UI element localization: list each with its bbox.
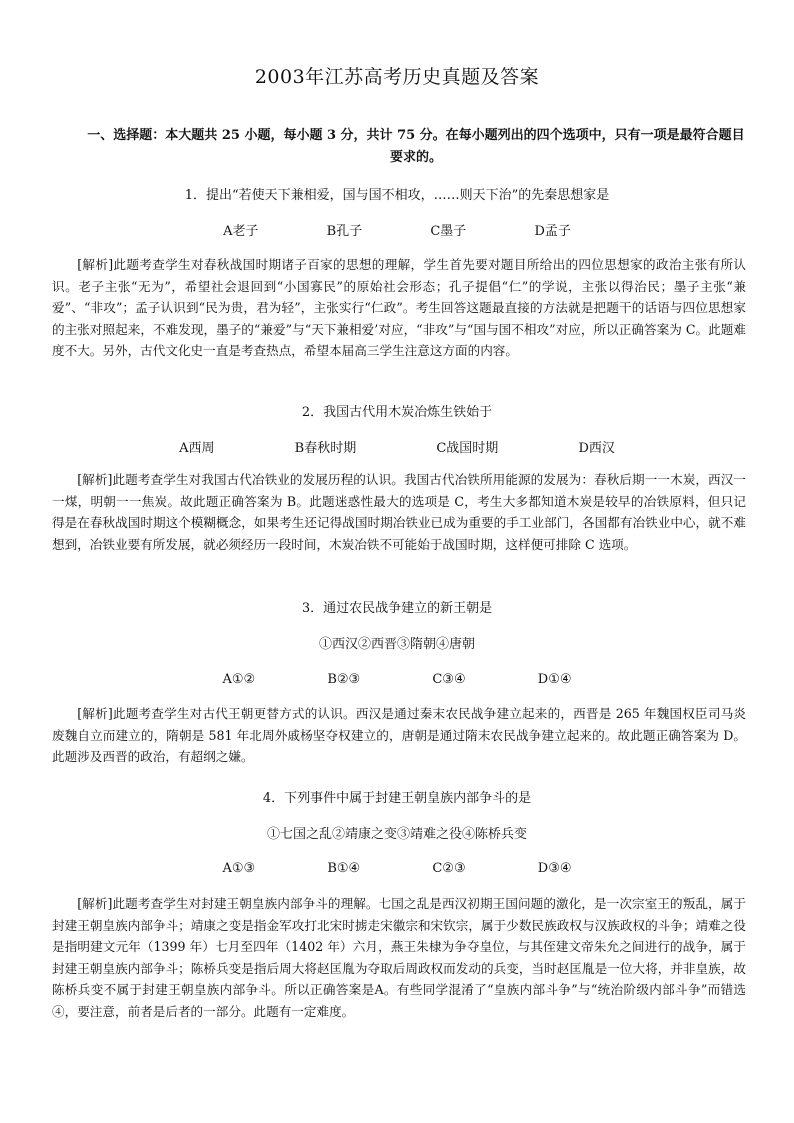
option-d: D③④	[537, 861, 572, 876]
question-2-options	[0, 437, 794, 456]
option-a: A西周	[179, 441, 215, 456]
analysis-text: [解析]此题考查学生对春秋战国时期诸子百家的思想的理解，学生首先要对题目所给出的四位思想家的政治主张有所认识。老子主张“无为”，希望社会退回到“小国寡民”的原始社会形态；孔子提倡“仁”的学说，主张以得治民；墨子主张“兼爱”、“非攻”；孟子认识到“民为贵，君为轻”，主张实行“仁政”。考生回答这题最直接的方法就是把题干的话语与四位思想家的主张对照起来，不难发现，墨子的“兼爱”与“天下兼相爱’对应，“非攻”与“国与国不相攻”对应，所以正确答案为 C。此题难度不大。另外，古代文化史一直是考查热点，希望本届高三学生注意这方面的内容。	[52, 257, 746, 359]
option-c: C战国时期	[436, 441, 499, 456]
question-4-analysis	[52, 893, 746, 1023]
option-d: D西汉	[578, 441, 615, 456]
question-3-items: ①西汉②西晋③隋朝④唐朝	[318, 637, 475, 652]
section-heading: 一、选择题：本大题共 25 小题，每小题 3 分，共计 75 分。在每小题列出的四个选项中，只有一项是最符合题目要求的。	[87, 128, 745, 165]
option-d: D①④	[537, 672, 572, 687]
question-3-options	[0, 672, 794, 687]
option-b: B②③	[327, 672, 361, 687]
question-3-analysis	[52, 703, 746, 768]
question-2-stem: 2．我国古代用木炭冶炼生铁始于	[301, 405, 493, 420]
option-a: A①③	[222, 861, 256, 876]
option-a: A老子	[223, 224, 259, 239]
question-1-analysis	[52, 254, 746, 362]
option-a: A①②	[222, 672, 256, 687]
analysis-text: [解析]此题考查学生对封建王朝皇族内部争斗的理解。七国之乱是西汉初期王国问题的激化，是一次宗室王的叛乱，属于封建王朝皇族内部争斗；靖康之变是指金军攻打北宋时掳走宋徽宗和宋钦宗，属于少数民族政权与汉族政权的斗争；靖难之役是指明建文元年（1399 年）七月至四年（1402 年）六月，燕王朱棣为争夺皇位，与其侄建文帝朱允之间进行的战争，属于封建王朝皇族内部争斗；陈桥兵变是指后周大将赵匡胤为夺取后周政权而发动的兵变，当时赵匡胤是一位大将，并非皇族，故陈桥兵变不属于封建王朝皇族内部争斗。所以正确答案是A。有些同学混淆了“皇族内部斗争”与“统治阶级内部斗争”而错选④，要注意，前者是后者的一部分。此题有一定难度。	[52, 896, 746, 1019]
question-4-options	[0, 861, 794, 876]
analysis-text: [解析]此题考查学生对古代王朝更替方式的认识。西汉是通过秦末农民战争建立起来的，西晋是 265 年魏国权臣司马炎废魏自立而建立的，隋朝是 581 年北周外戚杨坚夺权建立的，唐朝是通过隋末农民战争建立起来的。故此题正确答案为 D。此题涉及西晋的政治，有超纲之嫌。	[52, 706, 746, 765]
question-4-stem: 4．下列事件中属于封建王朝皇族内部争斗的是	[262, 791, 532, 806]
option-b: B孔子	[326, 224, 363, 239]
option-c: C②③	[432, 861, 466, 876]
option-d: D孟子	[534, 224, 571, 239]
option-b: B春秋时期	[294, 441, 357, 456]
analysis-text: [解析]此题考查学生对我国古代冶铁业的发展历程的认识。我国古代冶铁所用能源的发展为：春秋后期一一木炭，西汉一一煤，明朝一一焦炭。故此题正确答案为 B。此题迷惑性最大的选项是 C，考生大多都知道木炭是较早的冶铁原料，但只记得是在春秋战国时期这个模糊概念，如果考生还记得战国时期冶铁业已成为重要的手工业部门，各国都有冶铁业中心，就不难想到，冶铁业要有所发展，就必须经历一段时间，木炭冶铁不可能始于战国时期，这样便可排除 C 选项。	[52, 472, 746, 552]
question-4-items: ①七国之乱②靖康之变③靖难之役④陈桥兵变	[266, 827, 527, 842]
question-1-options	[0, 220, 794, 239]
question-3-stem: 3．通过农民战争建立的新王朝是	[301, 601, 493, 616]
option-b: B①④	[327, 861, 361, 876]
option-c: C③④	[432, 672, 466, 687]
option-c: C墨子	[430, 224, 467, 239]
question-1-stem: 1．提出“若使天下兼相爱，国与国不相攻，……则天下治”的先秦思想家是	[184, 188, 610, 203]
page-title: 2003年江苏高考历史真题及答案	[254, 66, 540, 88]
question-2-analysis	[52, 469, 746, 555]
